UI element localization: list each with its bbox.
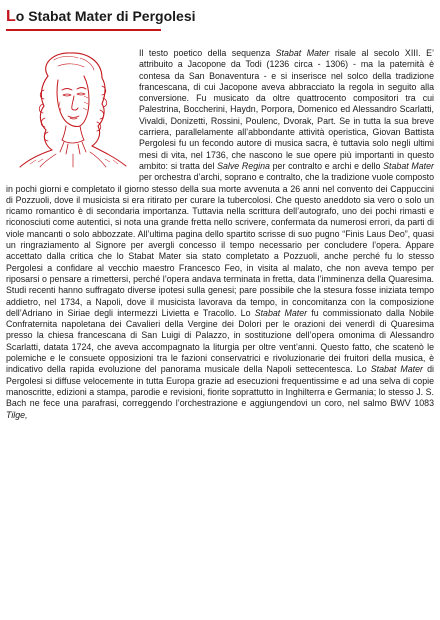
- text-run: risale al secolo XIII. E’ attribuito a Jacopone da Todi (1236 circa - 1306) - ma la paternità è contesa da San Bonaventura - e si inserisce nel solco della tradizione francescana, di cui Jacopone aveva abbracciato la regola in seguito alla conversione. Fu musicato da oltre quattrocento compositori tra cui Palestrina, Boccherini, Haydn, Porpora, Domenico ed Alessandro Scarlatti, Vivaldi, Donizetti, Rossini, Poulenc, Dvorak, Part. Se in tutta la sua breve carriera, parallelamente all’abbondante attività operistica, Giovan Battista Pergolesi fu un fecondo autore di musica sacra, è tuttavia solo negli ultimi mesi di vita, nel 1736, che nascono le sue opere più importanti in questo ambito: si tratta del: [139, 48, 435, 171]
- text-run: per orchestra d’archi, soprano e contralto, che la tradizione vuole composto in pochi giorni e completato il giorno stesso della sua morte avvenuta a 26 anni nel convento dei Cappuccini di Pozzuoli, dove il musicista si era ritirato per curare la tubercolosi. Che questo aneddoto sia vero o solo un ricamo romantico è di secondaria importanza. Tuttavia nella scrittura dell’autografo, uno dei pochi rimasti e riconosciuti come autentici, si nota una grande fretta nello scrivere, confermata da numerosi errori, da parti di viole mancanti o solo abbozzate. All’ultima pagina dello spartito scrisse di suo pugno “Finis Laus Deo”, quasi un ringraziamento al Signore per avergli concesso il tempo necessario per concludere l’opera. Appare accettato dalla critica che lo Stabat Mater sia stato completato a Pozzuoli, anche perché fu lo stesso Pergolesi a confidare al vecchio maestro Francesco Feo, in visita al malato, che non aveva tempo per riposarsi o pensare a rimettersi, perché l’opera andava terminata in fretta, data l’imminenza della Quaresima. Studi recenti hanno suffragato diverse ipotesi sulla genesi; pare possibile che la stesura fosse iniziata tempo addietro, nel 1734, a Napoli, dove il musicista lavorava da tempo, in concomitanza con la composizione dell’Adriano in Siriae degli intermezzi Livietta e Tracollo. Lo: [6, 172, 434, 318]
- portrait-float-spacer: [6, 48, 139, 183]
- italic-title: Stabat Mater: [383, 160, 435, 171]
- text-run: di Pergolesi si diffuse velocemente in tutta Europa grazie ad esecuzioni frequentissime e ad una selva di copie manoscritte, edizioni a stampa, parodie e revisioni, fiorite soprattutto in Inghilterra e Germania; lo stesso J. S. Bach ne fece una parafrasi, correggendo l’orchestrazione e aggiungendovi un coro, nel salmo BWV 1083: [6, 364, 434, 409]
- title-initial: L: [6, 8, 16, 25]
- italic-title: Stabat Mater: [370, 364, 423, 375]
- italic-title: Stabat Mater: [275, 48, 330, 58]
- page-title: [6, 7, 196, 26]
- text-run: per contralto e archi e dello: [269, 160, 384, 171]
- italic-title: Tilge,: [6, 409, 28, 420]
- italic-title: Stabat Mater: [254, 307, 308, 318]
- header: [6, 7, 196, 31]
- italic-title: Salve Regina: [217, 160, 270, 171]
- text-run: fu commissionato dalla Nobile Confraternita napoletana dei Cavalieri della Vergine dei Dolori per le orazioni dei venerdì di Quaresima presso la chiesa francescana di San Luigi di Palazzo, in sostituzione dell’opera omonima di Alessandro Scarlatti, datata 1724, che aveva accompagnato la liturgia per oltre vent’anni. Questo fatto, che scatenò le polemiche e le consuete opposizioni tra le fazioni conservatrici e rivoluzionarie dei fruitori della musica, è indicativo della rapida evoluzione del panorama musicale della Napoli settecentesca. Lo: [6, 307, 434, 375]
- text-run: Il testo poetico della sequenza: [139, 48, 276, 58]
- title-underline: [6, 29, 161, 31]
- article-body: [6, 48, 434, 421]
- title-text: o Stabat Mater di Pergolesi: [15, 8, 196, 24]
